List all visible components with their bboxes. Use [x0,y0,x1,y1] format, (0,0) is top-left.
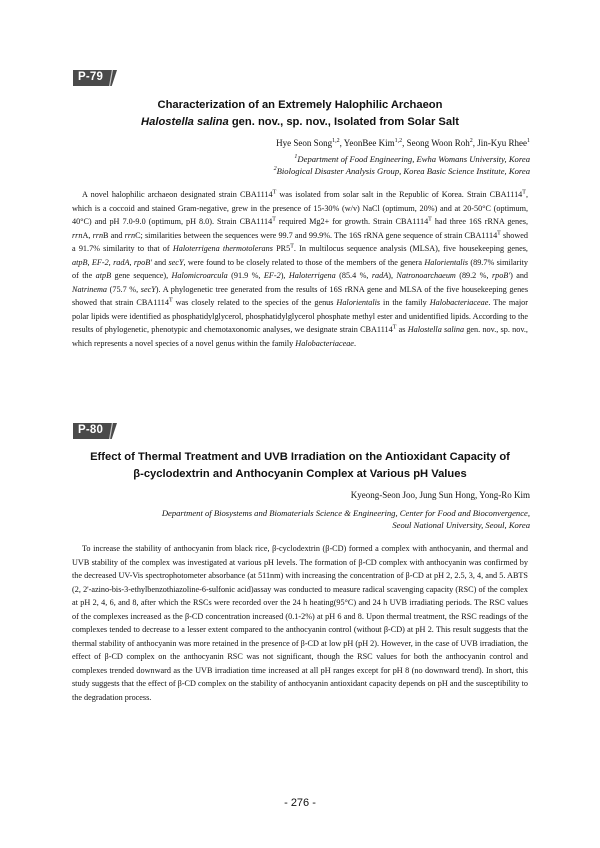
abstract-text-run: Halobacteriaceae [295,338,354,348]
abstract-text-run: showed a 91.7% similarity to that of [72,230,529,253]
affiliation-text: Department of Food Engineering, Ewha Womans University, Korea [297,154,530,164]
abstract-text-run: T [497,229,501,236]
poster-badge-p79 [73,70,117,86]
poster-id: P-80 [78,424,104,436]
affiliations-p79 [274,154,530,177]
author-affil-marker: 1 [527,138,530,144]
abstract-text-run: T [428,216,432,223]
abstract-text-run: Halostella salina [407,325,465,334]
abstract-text-run: Halobacteriaceae [429,298,489,307]
poster-badge-p80 [73,423,117,439]
poster-title-p79 [60,97,540,131]
author-list-p80: Kyeong-Seon Joo, Jung Sun Hong, Yong-Ro Kim [350,490,530,500]
abstract-text-run: ), [388,271,397,280]
abstract-text-run: as [396,325,408,334]
poster-title-p80 [60,449,540,483]
author-list-p79: Hye Seon Song$^{1,2}$, YeonBee Kim$^{1,2}$, Seong Woon Roh$^2$, Jin-Kyu Rhee$^1$ [276,138,530,148]
affiliation [274,166,530,178]
author-name: Hye Seon Song [276,138,333,148]
abstract-text-run: Haloterrigena thermotolerans [172,244,273,253]
abstract-text-run: (91.9 %, [227,271,264,280]
abstract-text-run: To increase the stability of anthocyanin from black rice, β-cyclodextrin (β-CD) formed a complex with anthocyanin, and thermal and UVB stability of the complex was investigated at various pH levels. The formation of β-CD complex with anthocyanin was confirmed by the decreased UV-Vis spectrophotometer absorbance (at 511nm) with increasing the concentration of β-CD at pH 2, 2.5, 3, 4, and 5. ABTS (2, 2'-azino-bis-3-ethylbenzothiazoline-6-sulfonic acid)assay was conducted to measure radical scavenging capacity (RSC) of the complex at pH 2, 4, 6, and 8, after which the RSCs were recorded over the 24 h heating(95°C) and 24 h UVB irradiating periods. The RSC values of the complexes increased as the β-CD concentration increased (0.1-2%) at pH 6 and 8. Upon thermal treatment, the RSC readings of the complexes tended to decrease to a lesser extent compared to the anthocyanin control (without β-CD) at pH 2. This result suggests that the thermal stability of anthocyanin was more retained in the presence of β-CD at low pH (pH 2). However, in the case of UVB irradiation, the effect of β-CD complex on the anthocyanin RSC was not significant, though the RSC values for both the anthocyanin control and complexes trended downward as the UVB irradiation time increased at all pH ranges except for pH 8 (no downward trend). In short, this study suggests that the effect of β-CD complex on the stability of anthocyanin antioxidant capacity depends on pH and the susceptibility to the degradation process. [72,544,528,702]
title-species: Halostella salina [141,116,229,128]
abstract-text-run: A, [82,230,93,240]
author-name: YeonBee Kim [343,138,395,148]
abstract-text-run: (85.4 %, [335,271,372,280]
title-line: β-cyclodextrin and Anthocyanin Complex at Various pH Values [133,468,467,480]
abstract-text-run: Haloterrigena [288,271,336,280]
author-affil-marker: 1,2 [332,138,340,144]
abstract-text-run: PR5 [272,244,291,253]
abstract-text-run: rrn [92,230,104,240]
abstract-text-run: T [392,324,397,331]
affiliation-text: Biological Disaster Analysis Group, Korea Basic Science Institute, Korea [276,165,530,176]
abstract-text-run: atpB, EF-2, radA, rpoB' [72,257,152,267]
abstract-p80 [72,542,528,704]
abstract-text-run: and [151,257,169,267]
abstract-text-run: ) and [510,271,529,280]
affiliation-marker: 1 [294,154,298,161]
abstract-text-run: rrn [72,230,83,240]
abstract-text-run: T [272,216,276,223]
abstract-text-run: Halorientalis [336,298,381,307]
abstract-text-run: . In multilocus sequence analysis (MLSA), five housekeeping genes, [293,244,528,253]
abstract-text-run: (89.7% similarity of the [72,257,528,280]
abstract-text-run: secY [140,284,156,294]
author-name: Seong Woon Roh [406,138,470,148]
abstract-text-run: was isolated from solar salt in the Republic of Korea. Strain CBA1114 [276,190,523,199]
abstract-text-run: required Mg2+ for growth. Strain CBA1114 [275,217,429,226]
title-line: Characterization of an Extremely Halophilic Archaeon [157,99,443,111]
abstract-text-run: Halorientalis [424,257,469,267]
abstract-text-run: , were found to be closely related to those of the members of the genera [183,257,425,267]
abstract-text-run: A novel halophilic archaeon designated strain CBA1114 [82,190,273,199]
abstract-text-run: secY [168,257,184,267]
abstract-text-run: (89.2 %, [455,271,492,280]
abstract-text-run: . [353,338,356,348]
abstract-text-run: EF-2 [263,271,281,280]
affiliations-p80 [162,508,530,531]
author-affil-marker: 2 [469,138,473,144]
abstract-text-run: rpoB' [491,271,511,280]
poster-id: P-79 [78,71,104,83]
title-line [60,114,540,131]
affiliation: Seoul National University, Seoul, Korea [392,519,530,530]
abstract-text-run: in the family [380,298,430,307]
abstract-text-run: T [522,189,526,196]
abstract-text-run: Natronoarchaeum [396,271,456,280]
abstract-text-run: B and [103,230,125,240]
abstract-text-run: gen. nov., sp. nov., which represents a novel species of a novel genus within the family [72,325,528,348]
abstract-text-run: (75.7 %, [107,284,141,294]
abstract-text-run: had three 16S rRNA genes, [431,217,529,226]
abstract-text-run: ). A phylogenetic tree generated from the results of 16S rRNA gene and MLSA of the five housekeeping genes showed that strain CBA1114 [72,284,529,307]
affiliation-marker: 2 [273,165,277,172]
abstract-text-run: Natrinema [72,284,108,294]
title-rest: gen. nov., sp. nov., Isolated from Solar Salt [228,116,459,128]
affiliation [274,154,530,166]
abstract-text-run: Halomicroarcula [171,271,228,280]
abstract-text-run: T [168,297,173,304]
title-line: Effect of Thermal Treatment and UVB Irradiation on the Antioxidant Capacity of [90,451,510,463]
abstract-text-run: was closely related to the species of the genus [172,298,337,307]
author-affil-marker: 1,2 [394,138,403,144]
author-name: Jin-Kyu Rhee [477,138,527,148]
abstract-text-run: gene sequence), [111,271,172,280]
abstract-text-run: atpB [95,271,112,280]
abstract-text-run: . The major polar lipids were identified as phosphatidylglycerol, phosphatidylglycerol phosphate methyl ester and unidentified lipids. According to the results of phylogenetic, phenotypic and chemotaxonomic analyses, we designate strain CBA1114 [72,298,528,334]
abstract-text-run: , which is a coccoid and stained Gram-negative, grew in the presence of 15-30% (w/v) NaCl (optimum, 20%) and at 20-50°C (optimum, 40°C) and pH 7.0-9.0 (optimum, pH 8.0). Strain CBA1114 [72,190,528,226]
abstract-text-run: T [290,243,294,250]
abstract-text-run: radA [371,271,389,280]
abstract-text-run: rrn [124,230,136,240]
abstract-text-run: ), [280,271,289,280]
page-number: - 276 - [284,797,316,809]
abstract-text-run: T [272,189,277,196]
abstract-p79 [72,188,528,350]
abstract-text-run: C; similarities between the sequences were 99.7 and 99.9%. The 16S rRNA gene sequence of strain CBA1114 [135,230,498,240]
affiliation: Department of Biosystems and Biomaterials Science & Engineering, Center for Food and Bioconvergence, [161,508,530,518]
